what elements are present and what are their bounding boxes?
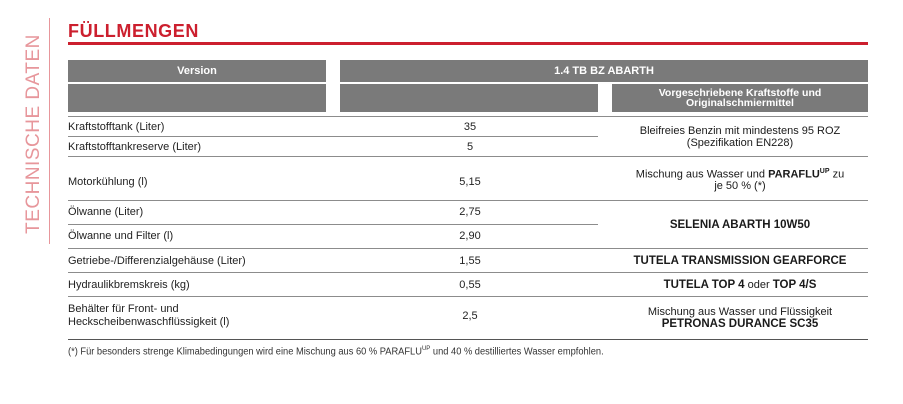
row-value-oil-pan-filter: 2,90 — [459, 230, 481, 242]
row-label-washer: Behälter für Front- und Heckscheibenwaschflüssigkeit (l) — [68, 303, 230, 328]
header-fuel-spec: Vorgeschriebene Kraftstoffe und Originalschmiermittel — [612, 84, 868, 112]
row-label-fuel-tank: Kraftstofftank (Liter) — [68, 121, 165, 133]
row-value-brake: 0,55 — [459, 279, 481, 291]
table-bottom-rule — [68, 339, 868, 340]
row-label-gearbox: Getriebe-/Differenzialgehäuse (Liter) — [68, 255, 246, 267]
row-separator — [68, 296, 868, 297]
row-label-coolant: Motorkühlung (l) — [68, 176, 148, 188]
row-separator — [68, 136, 598, 137]
spec-brake-fluid: TUTELA TOP 4 oder TOP 4/S — [663, 279, 817, 291]
row-separator — [68, 224, 598, 225]
row-separator — [68, 116, 868, 117]
spec-washer-fluid: Mischung aus Wasser und Flüssigkeit PETRONAS DURANCE SC35 — [647, 306, 833, 330]
row-label-oil-pan-filter: Ölwanne und Filter (l) — [68, 230, 174, 242]
title-rule — [68, 42, 868, 45]
spec-gear-oil: TUTELA TRANSMISSION GEARFORCE — [633, 255, 847, 267]
row-value-fuel-reserve: 5 — [466, 141, 474, 153]
side-divider — [49, 18, 50, 244]
row-label-fuel-reserve: Kraftstofftankreserve (Liter) — [68, 141, 202, 153]
row-separator — [68, 156, 868, 157]
row-value-gearbox: 1,55 — [459, 255, 481, 267]
row-separator — [68, 200, 868, 201]
spec-fuel: Bleifreies Benzin mit mindestens 95 ROZ (Spezifikation EN228) — [639, 125, 841, 149]
spec-engine-oil: SELENIA ABARTH 10W50 — [669, 219, 811, 231]
row-value-fuel-tank: 35 — [463, 121, 477, 133]
header-blank-mid — [340, 84, 598, 112]
page-title: FÜLLMENGEN — [68, 21, 199, 41]
header-version: Version — [68, 60, 326, 82]
section-side-label: TECHNISCHE DATEN — [23, 34, 44, 234]
row-value-washer: 2,5 — [462, 310, 478, 322]
header-blank-left — [68, 84, 326, 112]
header-engine: 1.4 TB BZ ABARTH — [340, 60, 868, 82]
row-value-oil-pan: 2,75 — [459, 206, 481, 218]
row-label-brake: Hydraulikbremskreis (kg) — [68, 279, 190, 291]
footnote: (*) Für besonders strenge Klimabedingungen wird eine Mischung aus 60 % $PARAFLU^{UP}$ und 40 % destilliertes Wasser empfohlen. — [68, 345, 604, 358]
row-value-coolant: 5,15 — [459, 176, 481, 188]
row-separator — [68, 272, 868, 273]
row-separator — [68, 248, 868, 249]
spec-coolant: Mischung aus Wasser und $PARAFLU^{UP}$ zu je 50 % (*) — [635, 167, 845, 193]
row-label-oil-pan: Ölwanne (Liter) — [68, 206, 144, 218]
